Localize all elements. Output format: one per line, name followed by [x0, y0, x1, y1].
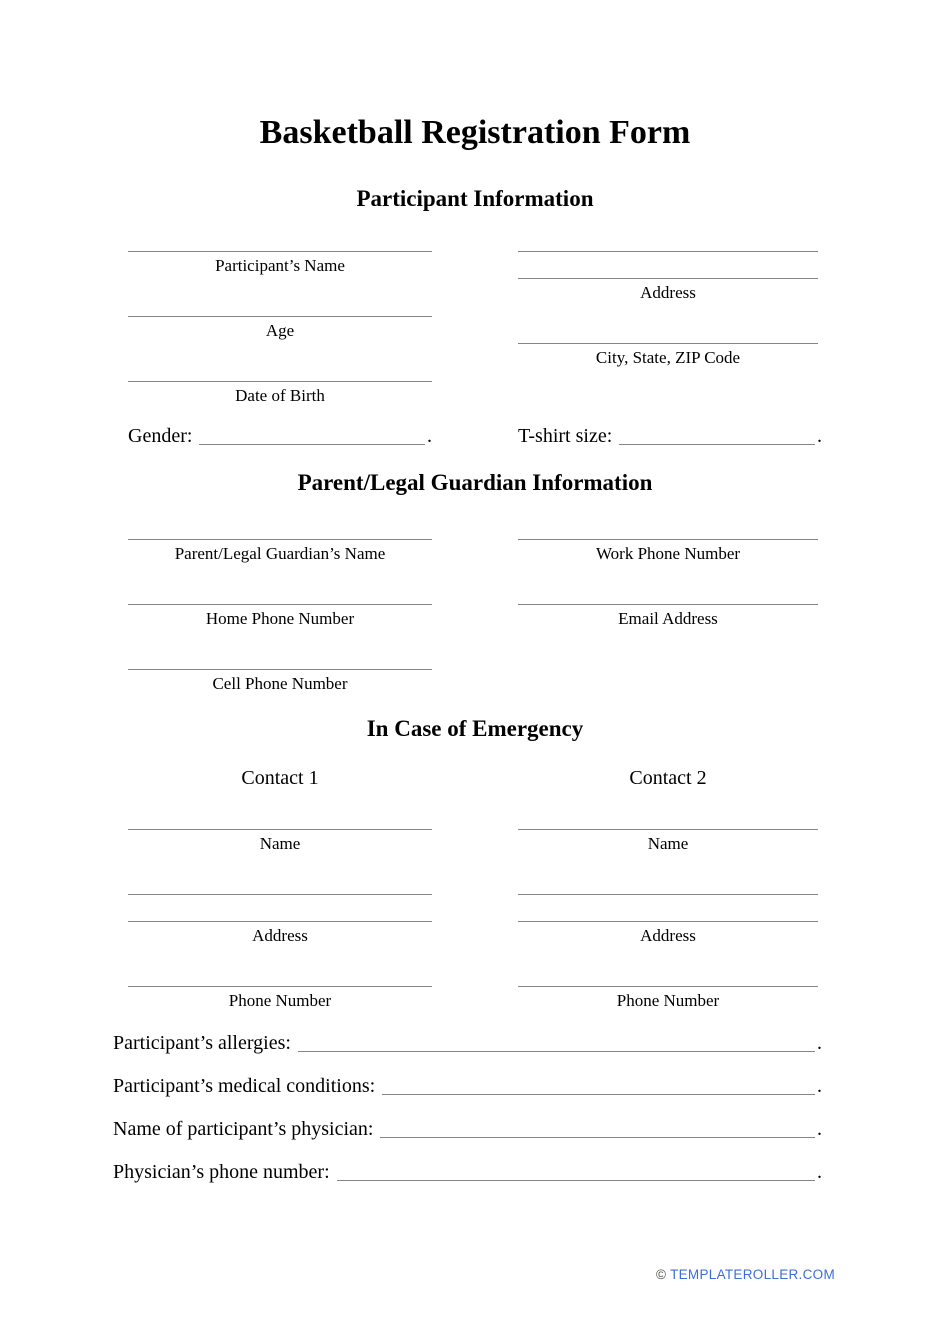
tshirt-size-label: T-shirt size: — [518, 425, 613, 448]
medical-conditions-label: Participant’s medical conditions: — [113, 1074, 376, 1097]
gender-field — [128, 424, 432, 448]
cell-phone-label: Cell Phone Number — [212, 673, 348, 693]
tshirt-size-field — [518, 424, 822, 448]
section-heading-participant: Participant Information — [356, 185, 594, 211]
physician-phone-row — [113, 1160, 822, 1184]
contact1-name-input[interactable] — [128, 829, 432, 830]
guardian-name-field — [128, 539, 432, 564]
work-phone-input[interactable] — [518, 539, 818, 540]
medical-section — [113, 1031, 822, 1184]
physician-phone-period: . — [817, 1160, 822, 1183]
emergency-fields — [0, 829, 950, 1011]
contact2-address-input-line-2[interactable] — [518, 921, 818, 922]
email-input[interactable] — [518, 604, 818, 605]
contact2-address-field — [518, 894, 818, 946]
contact2-title: Contact 2 — [629, 766, 707, 789]
gender-input[interactable] — [199, 444, 425, 445]
emergency-contact-titles — [0, 766, 950, 790]
age-field — [128, 316, 432, 341]
allergies-row — [113, 1031, 822, 1055]
physician-phone-label: Physician’s phone number: — [113, 1160, 330, 1183]
allergies-label: Participant’s allergies: — [113, 1031, 291, 1054]
home-phone-label: Home Phone Number — [205, 608, 355, 628]
work-phone-field — [518, 539, 818, 564]
templateroller-link[interactable]: TEMPLATEROLLER.COM — [670, 1267, 835, 1282]
medical-conditions-row — [113, 1074, 822, 1098]
tshirt-size-period: . — [817, 425, 822, 448]
city-state-zip-input[interactable] — [518, 343, 818, 344]
age-label: Age — [265, 321, 295, 341]
section-heading-emergency: In Case of Emergency — [366, 715, 584, 741]
email-label: Email Address — [618, 608, 718, 628]
contact2-name-input[interactable] — [518, 829, 818, 830]
allergies-period: . — [817, 1031, 822, 1054]
address-input-line-1[interactable] — [518, 251, 818, 252]
contact1-address-field — [128, 894, 432, 946]
email-field — [518, 604, 818, 629]
address-input-line-2[interactable] — [518, 278, 818, 279]
contact1-name-field — [128, 829, 432, 854]
medical-conditions-period: . — [817, 1074, 822, 1097]
medical-conditions-input[interactable] — [382, 1094, 815, 1095]
contact2-address-input-line-1[interactable] — [518, 894, 818, 895]
contact1-phone-input[interactable] — [128, 986, 432, 987]
contact2-phone-label: Phone Number — [616, 990, 720, 1010]
gender-tshirt-row — [0, 424, 950, 448]
footer — [656, 1267, 835, 1282]
physician-name-row — [113, 1117, 822, 1141]
contact1-title: Contact 1 — [241, 766, 319, 789]
participant-name-field — [128, 251, 432, 276]
participant-right-column — [518, 251, 818, 406]
gender-period: . — [427, 425, 432, 448]
cell-phone-field — [128, 669, 432, 694]
contact2-column — [518, 829, 818, 1011]
cell-phone-input[interactable] — [128, 669, 432, 670]
contact2-phone-input[interactable] — [518, 986, 818, 987]
city-state-zip-field — [518, 343, 818, 368]
section-heading-guardian: Parent/Legal Guardian Information — [297, 470, 653, 496]
participant-name-label: Participant’s Name — [215, 256, 345, 276]
guardian-fields — [0, 539, 950, 694]
home-phone-field — [128, 604, 432, 629]
address-field — [518, 251, 818, 303]
participant-left-column — [128, 251, 432, 406]
contact1-column — [128, 829, 432, 1011]
contact1-address-label: Address — [252, 925, 308, 945]
page-title: Basketball Registration Form — [259, 114, 691, 151]
gender-label: Gender: — [128, 425, 193, 448]
guardian-name-label: Parent/Legal Guardian’s Name — [174, 543, 386, 563]
allergies-input[interactable] — [298, 1051, 815, 1052]
guardian-right-column — [518, 539, 818, 694]
date-of-birth-field — [128, 381, 432, 406]
contact1-name-label: Name — [259, 833, 301, 853]
work-phone-label: Work Phone Number — [595, 543, 741, 563]
physician-name-period: . — [817, 1117, 822, 1140]
age-input[interactable] — [128, 316, 432, 317]
physician-name-input[interactable] — [380, 1137, 815, 1138]
contact2-address-label: Address — [640, 925, 696, 945]
tshirt-size-input[interactable] — [619, 444, 815, 445]
contact1-address-input-line-1[interactable] — [128, 894, 432, 895]
date-of-birth-label: Date of Birth — [235, 386, 325, 406]
home-phone-input[interactable] — [128, 604, 432, 605]
contact2-phone-field — [518, 986, 818, 1011]
contact1-address-input-line-2[interactable] — [128, 921, 432, 922]
physician-phone-input[interactable] — [337, 1180, 815, 1181]
guardian-left-column — [128, 539, 432, 694]
participant-name-input[interactable] — [128, 251, 432, 252]
physician-name-label: Name of participant’s physician: — [113, 1117, 374, 1140]
contact2-name-field — [518, 829, 818, 854]
participant-fields — [0, 251, 950, 406]
city-state-zip-label: City, State, ZIP Code — [595, 348, 741, 368]
contact1-phone-label: Phone Number — [228, 990, 332, 1010]
guardian-name-input[interactable] — [128, 539, 432, 540]
contact2-name-label: Name — [647, 833, 689, 853]
copyright-symbol: © — [656, 1267, 667, 1282]
contact1-phone-field — [128, 986, 432, 1011]
address-label: Address — [640, 283, 696, 303]
date-of-birth-input[interactable] — [128, 381, 432, 382]
